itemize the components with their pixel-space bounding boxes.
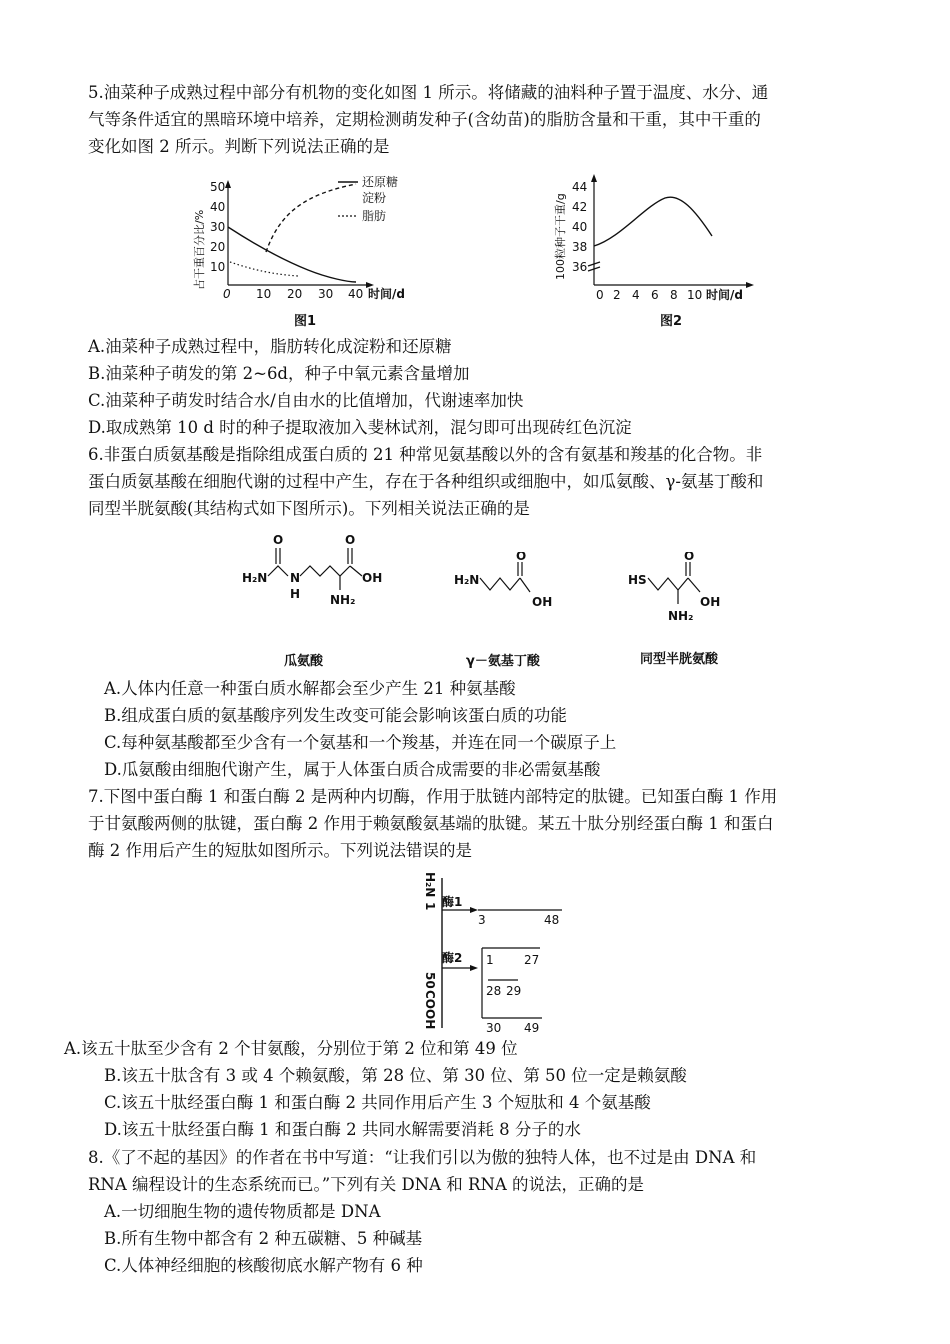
figure-1-chart [188,172,418,304]
fig1-legend-reducing-sugar: 还原糖 [362,175,399,189]
diagram-e1-start: 3 [478,913,486,927]
q7-option-d: D.该五十肽经蛋白酶 1 和蛋白酶 2 共同水解需要消耗 8 分子的水 [104,1120,581,1139]
q8-option-c: C.人体神经细胞的核酸彻底水解产物有 6 种 [104,1256,423,1275]
fig2-xtick: 6 [651,288,659,302]
fig1-xtick: 10 [256,287,272,301]
homocysteine-nh2: NH₂ [668,609,694,623]
q5-option-d: D.取成熟第 10 d 时的种子提取液加入斐林试剂，混匀即可出现砖红色沉淀 [88,418,632,437]
diagram-enzyme1: 酶1 [442,895,463,909]
q5-option-c: C.油菜种子萌发时结合水/自由水的比值增加，代谢速率加快 [88,391,524,410]
diagram-h2n: H₂N [423,872,437,898]
fig1-legend-fat: 脂肪 [362,209,387,223]
protease-diagram [412,868,582,1036]
homocysteine-hs: HS [628,573,647,587]
fig2-ytick: 44 [572,180,588,194]
q8-stem-line-2: RNA 编程设计的生态系统而已。”下列有关 DNA 和 RNA 的说法，正确的是 [88,1175,645,1194]
diagram-e2a-end: 27 [524,953,540,967]
fig2-ytick: 40 [572,220,588,234]
diagram-n1: 1 [423,902,437,911]
q8-stem-line-1: 8.《了不起的基因》的作者在书中写道：“让我们引以为傲的独特人体，也不过是由 DNA 和 [88,1148,757,1167]
fig2-ylabel: 100粒种子干重/g [554,193,567,280]
q5-stem-line-2: 气等条件适宜的黑暗环境中培养，定期检测萌发种子(含幼苗)的脂肪含量和干重，其中干重的 [88,110,761,129]
fig1-curve-starch [266,184,356,252]
gaba-o: O [516,552,527,563]
citrulline-o-1: O [273,533,284,547]
fig2-xtick: 10 [687,288,703,302]
gaba-structure [452,552,562,612]
fig1-xtick: 20 [287,287,303,301]
q6-stem-line-1: 6.非蛋白质氨基酸是指除组成蛋白质的 21 种常见氨基酸以外的含有氨基和羧基的化合物。非 [88,445,763,464]
q8-option-b: B.所有生物中都含有 2 种五碳糖、5 种碱基 [104,1229,423,1248]
q7-option-c: C.该五十肽经蛋白酶 1 和蛋白酶 2 共同作用后产生 3 个短肽和 4 个氨基酸 [104,1093,651,1112]
q5-option-a: A.油菜种子成熟过程中，脂肪转化成淀粉和还原糖 [88,337,452,356]
fig1-ytick: 40 [210,200,226,214]
diagram-e2b-end: 29 [506,984,522,998]
homocysteine-structure [626,552,736,632]
gaba-h2n: H₂N [454,573,480,587]
figure-2-chart [550,168,770,304]
fig2-ytick: 36 [572,260,588,274]
citrulline-label: 瓜氨酸 [284,654,324,669]
citrulline-o-2: O [345,533,356,547]
fig1-legend-starch: 淀粉 [362,191,387,205]
fig1-ytick: 20 [210,240,226,254]
fig1-xtick: 30 [318,287,334,301]
fig1-curve-fat [230,262,298,276]
q5-stem-line-1: 5.油菜种子成熟过程中部分有机物的变化如图 1 所示。将储藏的油料种子置于温度、水分、通 [88,83,769,102]
fig2-ytick: 42 [572,200,588,214]
diagram-e2c-start: 30 [486,1021,502,1035]
fig2-ytick: 38 [572,240,588,254]
diagram-e1-end: 48 [544,913,560,927]
q7-stem-line-3: 酶 2 作用后产生的短肽如图所示。下列说法错误的是 [88,841,472,860]
fig1-ytick: 50 [210,180,226,194]
citrulline-h: H [290,587,301,601]
fig2-curve-dry-weight [594,197,712,246]
homocysteine-oh: OH [700,595,721,609]
fig1-ytick: 30 [210,220,226,234]
gaba-label: γ－氨基丁酸 [466,654,540,669]
homocysteine-label: 同型半胱氨酸 [640,652,719,667]
citrulline-oh: OH [362,571,383,585]
fig2-caption: 图2 [660,314,683,329]
fig2-xtick: 2 [613,288,621,302]
fig2-xtick: 8 [670,288,678,302]
diagram-cooh: COOH [423,990,437,1030]
gaba-oh: OH [532,595,553,609]
citrulline-n: N [290,571,301,585]
fig1-ylabel: 占干重百分比/% [193,209,206,290]
citrulline-h2n: H₂N [242,571,268,585]
q6-stem-line-3: 同型半胱氨酸(其结构式如下图所示)。下列相关说法正确的是 [88,499,530,518]
q5-stem-line-3: 变化如图 2 所示。判断下列说法正确的是 [88,137,390,156]
citrulline-structure [238,530,388,610]
q7-stem-line-2: 于甘氨酸两侧的肽键，蛋白酶 2 作用于赖氨酸氨基端的肽键。某五十肽分别经蛋白酶 1 和蛋白 [88,814,774,833]
q5-option-b: B.油菜种子萌发的第 2~6d，种子中氧元素含量增加 [88,364,470,383]
diagram-e2a-start: 1 [486,953,494,967]
q6-stem-line-2: 蛋白质氨基酸在细胞代谢的过程中产生，存在于各种组织或细胞中，如瓜氨酸、γ-氨基丁酸和 [88,472,764,491]
fig2-xtick: 4 [632,288,640,302]
fig1-curve-reducing-sugar [228,227,356,282]
fig1-xtick: 40 [348,287,364,301]
q7-option-a: A.该五十肽至少含有 2 个甘氨酸，分别位于第 2 位和第 49 位 [64,1039,518,1058]
fig1-ytick: 10 [210,260,226,274]
q6-option-c: C.每种氨基酸都至少含有一个氨基和一个羧基，并连在同一个碳原子上 [104,733,617,752]
diagram-e2b-start: 28 [486,984,502,998]
q7-option-b: B.该五十肽含有 3 或 4 个赖氨酸，第 28 位、第 30 位、第 50 位一定是赖氨酸 [104,1066,687,1085]
homocysteine-o: O [684,552,695,563]
citrulline-nh2: NH₂ [330,593,356,607]
q8-option-a: A.一切细胞生物的遗传物质都是 DNA [104,1202,381,1221]
q6-option-d: D.瓜氨酸由细胞代谢产生，属于人体蛋白质合成需要的非必需氨基酸 [104,760,601,779]
diagram-n50: 50 [423,972,437,989]
q6-option-b: B.组成蛋白质的氨基酸序列发生改变可能会影响该蛋白质的功能 [104,706,567,725]
fig2-xlabel: 时间/d [706,288,743,302]
diagram-e2c-end: 49 [524,1021,540,1035]
fig1-xlabel: 时间/d [368,287,405,301]
q7-stem-line-1: 7.下图中蛋白酶 1 和蛋白酶 2 是两种内切酶，作用于肽链内部特定的肽键。已知蛋白酶 1 作用 [88,787,778,806]
fig1-origin: 0 [223,287,231,301]
q6-option-a: A.人体内任意一种蛋白质水解都会至少产生 21 种氨基酸 [104,679,516,698]
fig2-origin: 0 [596,288,604,302]
diagram-enzyme2: 酶2 [442,951,463,965]
fig1-caption: 图1 [294,314,317,329]
